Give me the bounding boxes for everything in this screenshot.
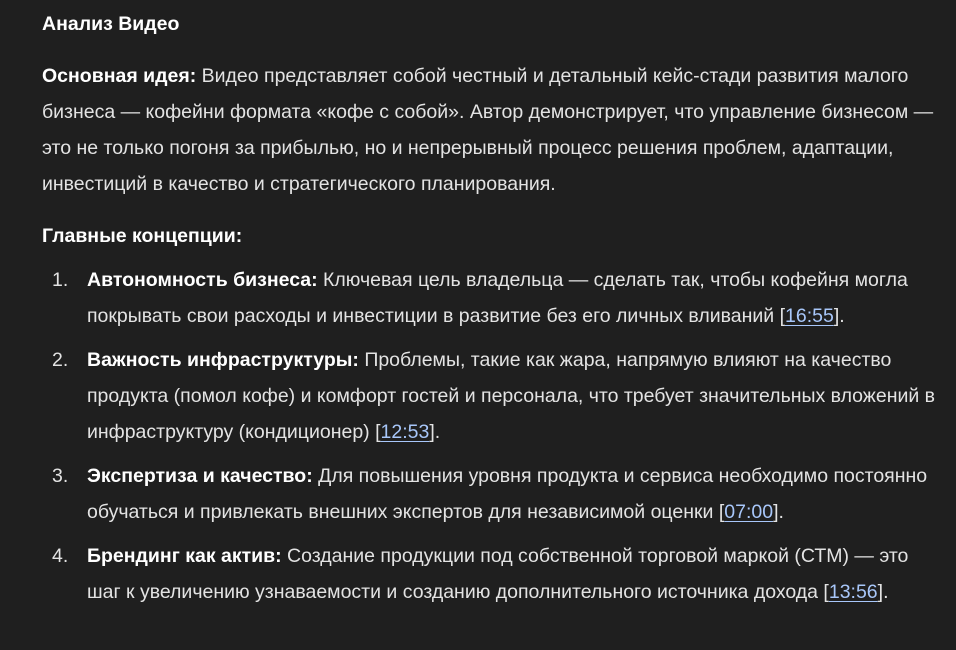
concept-label: Важность инфраструктуры: [87,349,359,371]
timestamp-link[interactable]: 13:56 [828,581,878,603]
page-title: Анализ Видео [42,13,180,35]
list-number: 3. [52,465,69,487]
concept-item-1: 1. Автономность бизнеса: Ключевая цель владельца — сделать так, чтобы кофейня могла покрывать свои расходы и инвестиции в развитие без его личных вливаний [16:55]. [42,262,937,334]
concepts-list [42,262,937,610]
list-number: 1. [52,269,69,291]
list-number: 2. [52,349,69,371]
concept-end: . [434,421,441,443]
concept-end: . [839,305,845,327]
main-idea-paragraph [42,58,937,202]
timestamp-link[interactable]: 07:00 [724,501,774,523]
concept-label: Экспертиза и качество: [87,465,313,487]
analysis-content [42,6,937,618]
timestamp-link[interactable]: 16:55 [785,305,834,327]
concept-text: Создание продукции под собственной торговой маркой (СТМ) — это шаг к увеличению узнаваемости и созданию дополнительного источника дохода [87,545,909,603]
main-idea-label: Основная идея: [42,65,197,87]
timestamp-link[interactable]: 12:53 [380,421,430,443]
list-number: 4. [52,545,69,567]
concept-item-4: 4. Брендинг как актив: Создание продукции под собственной торговой маркой (СТМ) — это шаг к увеличению узнаваемости и созданию дополнительного источника дохода [13:56]. [42,538,937,610]
concept-item-3: 3. Экспертиза и качество: Для повышения уровня продукта и сервиса необходимо постоянно обучаться и привлекать внешних экспертов для независимой оценки [07:00]. [42,458,937,530]
concept-end: . [883,581,889,603]
concepts-heading: Главные концепции: [42,225,243,247]
concept-text: Для повышения уровня продукта и сервиса необходимо постоянно обучаться и привлекать внешних экспертов для независимой оценки [87,465,928,523]
concept-label: Автономность бизнеса: [87,269,318,291]
concept-label: Брендинг как актив: [87,545,282,567]
concept-end: . [778,501,784,523]
concept-text: Проблемы, такие как жара, напрямую влияют на качество продукта (помол кофе) и комфорт гостей и персонала, что требует значительных вложений в инфраструктуру (кондиционер) [87,349,936,443]
concept-item-2: 2. Важность инфраструктуры: Проблемы, такие как жара, напрямую влияют на качество продукта (помол кофе) и комфорт гостей и персонала, что требует значительных вложений в инфраструктуру (кондиционер) [12:53]. [42,342,937,450]
main-idea-text: Видео представляет собой честный и детальный кейс-стади развития малого бизнеса — кофейни формата «кофе с собой». Автор демонстрирует, что управление бизнесом — это не только погоня за прибылью, но и непрерывный процесс решения проблем, адаптации, инвестиций в качество и стратегического планирования. [42,65,934,195]
concept-text: Ключевая цель владельца — сделать так, чтобы кофейня могла покрывать свои расходы и инвестиции в развитие без его личных вливаний [87,269,908,327]
